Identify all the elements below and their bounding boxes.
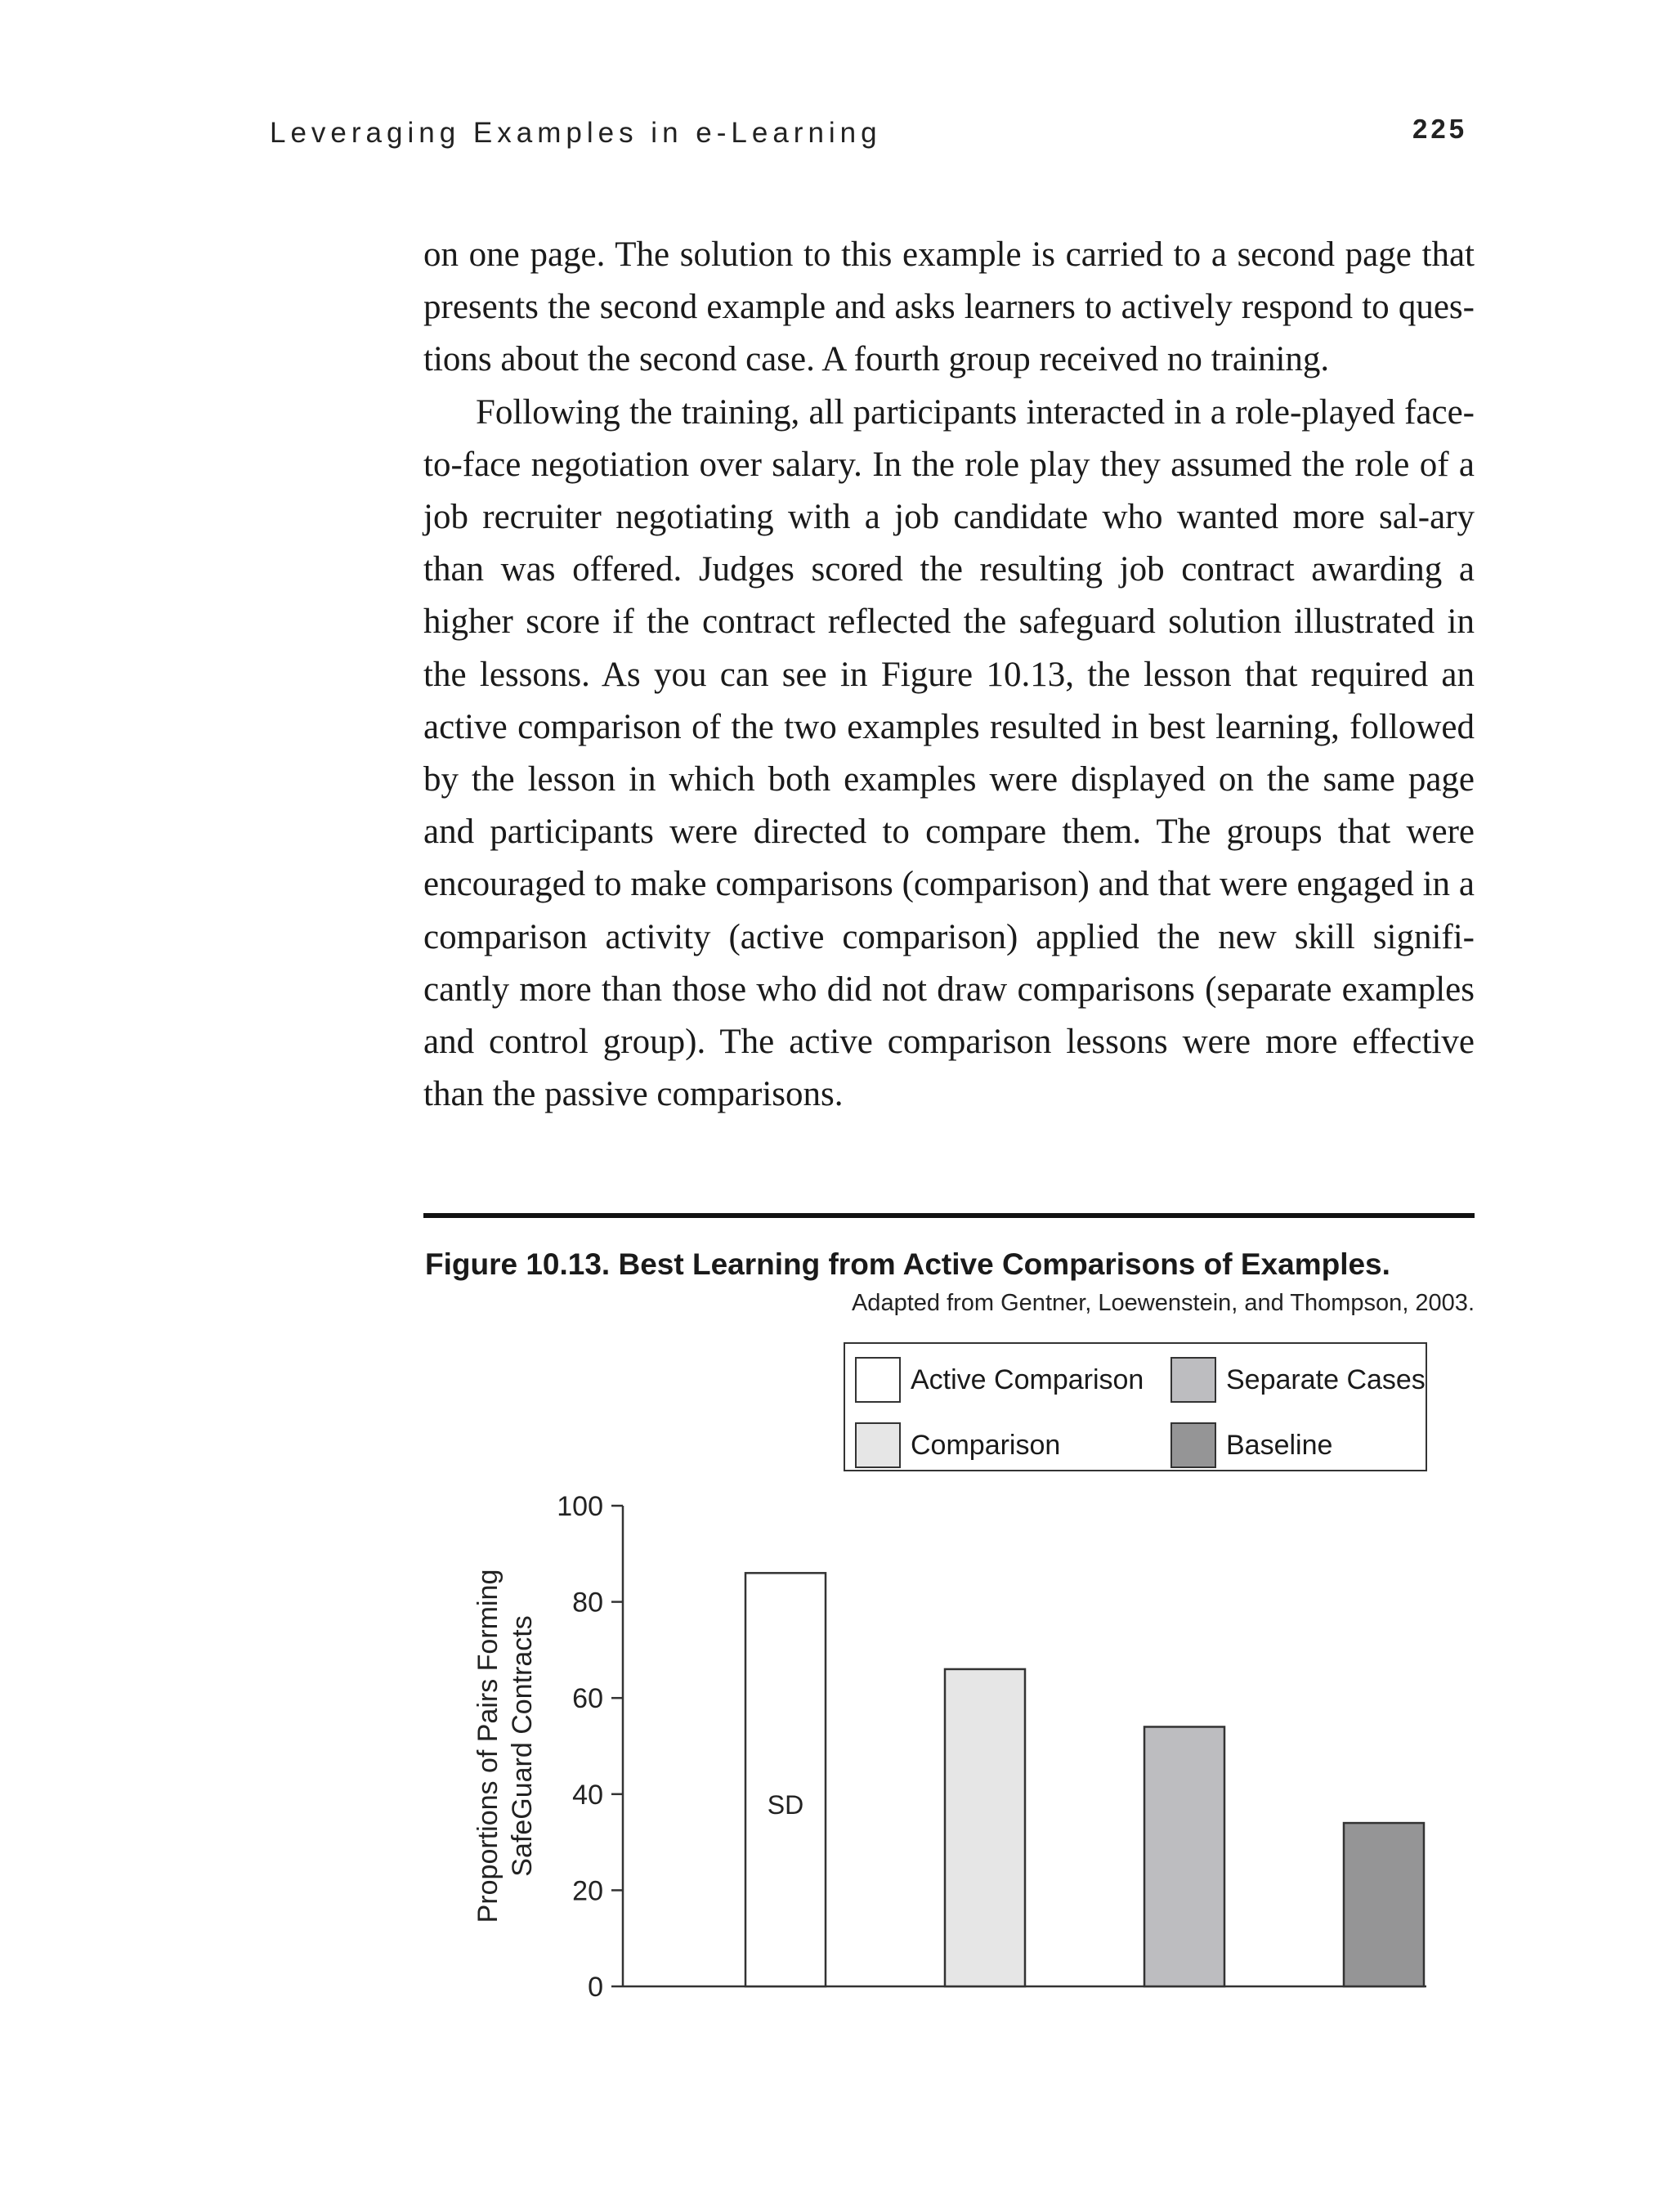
legend-item-separate-cases xyxy=(1170,1357,1426,1403)
y-tick-label: 80 xyxy=(572,1587,603,1619)
y-tick-label: 0 xyxy=(588,1972,603,2003)
legend-item-baseline xyxy=(1170,1422,1332,1468)
y-axis-label-line: Proportions of Pairs Forming xyxy=(472,1569,504,1923)
legend-label: Separate Cases xyxy=(1226,1363,1426,1395)
legend-swatch xyxy=(855,1422,901,1468)
chart-legend xyxy=(844,1342,1427,1471)
legend-item-comparison xyxy=(855,1422,1060,1468)
bar xyxy=(745,1573,826,1986)
figure-rule xyxy=(423,1213,1475,1218)
paragraph-continued: on one page. The solution to this example is carried to a second page that presents the second example and asks learners to actively respond to ques-tions about the second case. A fourth group received no training. xyxy=(423,235,1475,379)
figure-caption: Figure 10.13. Best Learning from Active Comparisons of Examples. xyxy=(425,1247,1390,1281)
body-text xyxy=(423,229,1475,1121)
legend-swatch xyxy=(1170,1422,1216,1468)
figure-source: Adapted from Gentner, Loewenstein, and Thompson, 2003. xyxy=(851,1290,1475,1316)
y-axis-label xyxy=(472,1569,538,1923)
legend-label: Active Comparison xyxy=(911,1363,1144,1395)
y-tick-label: 100 xyxy=(557,1491,603,1522)
page-number: 225 xyxy=(1412,114,1468,144)
legend-item-active-comparison xyxy=(855,1357,1144,1403)
bar-chart xyxy=(458,1488,1439,2011)
bar xyxy=(945,1669,1025,1986)
legend-label: Baseline xyxy=(1226,1429,1333,1461)
bar xyxy=(1344,1823,1424,1986)
paragraph-results: Following the training, all participants interacted in a role-played face-to-face negotiation over salary. In the role play they assumed the role of a job recruiter negotiating with a job candidate who wanted more sal-ary than was offered. Judges scored the resulting job contract awarding a higher score if the contract reflected the safeguard solution illustrated in the lessons. As you can see in Figure 10.13, the lesson that required an active comparison of the two examples resulted in best learning, followed by the lesson in which both examples were displayed on the same page and participants were directed to compare them. The groups that were encouraged to make comparisons (comparison) and that were engaged in a comparison activity (active comparison) applied the new skill signifi-cantly more than those who did not draw comparisons (separate examples and control group). The active comparison lessons were more effective than the passive comparisons. xyxy=(423,392,1475,1114)
legend-label: Comparison xyxy=(911,1429,1061,1461)
y-tick-label: 60 xyxy=(572,1683,603,1715)
y-tick-label: 20 xyxy=(572,1875,603,1907)
y-tick-label: 40 xyxy=(572,1779,603,1811)
running-head: Leveraging Examples in e-Learning xyxy=(270,117,882,149)
bar-annotation: SD xyxy=(767,1789,804,1820)
legend-swatch xyxy=(855,1357,901,1403)
y-axis-label-line: SafeGuard Contracts xyxy=(507,1615,538,1877)
bar xyxy=(1144,1726,1224,1986)
legend-swatch xyxy=(1170,1357,1216,1403)
